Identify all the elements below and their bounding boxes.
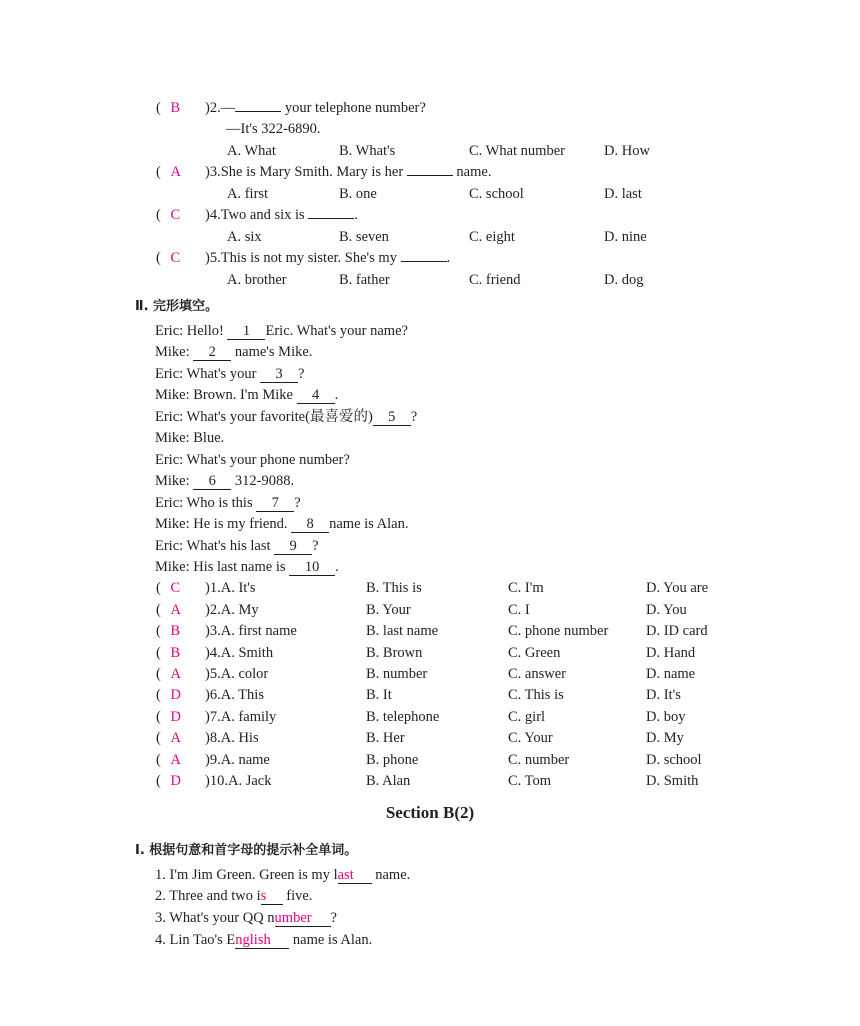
answer-paren: ( A xyxy=(156,666,181,682)
question-number: )2. xyxy=(205,602,221,618)
dialogue-line: Mike: 6 312-9088. xyxy=(155,473,295,489)
question-number: )3. xyxy=(205,164,221,180)
option-c: C. number xyxy=(508,752,570,768)
question-stem: name. xyxy=(456,164,492,180)
dialogue-line: Eric: What's your favorite(最喜爱的) 5 ? xyxy=(155,409,418,425)
option-d: D. name xyxy=(646,666,696,682)
question-number: )3. xyxy=(205,623,221,639)
question-number: )8. xyxy=(205,730,221,746)
answer-paren: ( D xyxy=(156,687,181,703)
answer-paren: ( B xyxy=(156,623,181,639)
answer-paren: ( B xyxy=(156,100,181,116)
question-number: )7. xyxy=(205,709,221,725)
option-a: A. My xyxy=(220,602,259,618)
option-a: A. family xyxy=(220,709,277,725)
dialogue-line: Mike: Brown. I'm Mike 4 . xyxy=(155,387,339,403)
cloze-blank: 6 xyxy=(193,474,231,490)
option-d: D. You xyxy=(646,602,687,618)
answer-letter: B xyxy=(170,100,181,116)
answer-letter: A xyxy=(170,752,181,768)
option-c: C. I'm xyxy=(508,580,544,596)
option-a: A. This xyxy=(220,687,264,703)
answer-paren: ( C xyxy=(156,250,181,266)
option-b: B. Alan xyxy=(366,773,411,789)
dialogue-line: Eric: What's his last 9 ? xyxy=(155,538,319,554)
option-d: D. It's xyxy=(646,687,681,703)
option-a: A. first xyxy=(227,186,269,202)
option-a: A. His xyxy=(220,730,259,746)
answer-letter: A xyxy=(170,666,181,682)
option-b: B. last name xyxy=(366,623,439,639)
option-c: C. Green xyxy=(508,645,561,661)
completion-item: 3. What's your QQ number ? xyxy=(155,910,337,926)
filled-answer: ast xyxy=(337,867,354,883)
cloze-blank: 3 xyxy=(260,367,298,383)
dialogue-line: Mike: He is my friend. 8 name is Alan. xyxy=(155,516,409,532)
dialogue-line: Mike: 2 name's Mike. xyxy=(155,344,313,360)
cloze-blank: 10 xyxy=(289,560,335,576)
answer-letter: B xyxy=(170,623,181,639)
option-c: C. Tom xyxy=(508,773,552,789)
answer-letter: A xyxy=(170,730,181,746)
question-number: )9. xyxy=(205,752,221,768)
question-number: )5. xyxy=(205,250,221,266)
option-b: B. father xyxy=(339,272,390,288)
cloze-blank: 7 xyxy=(256,496,294,512)
cloze-blank: 9 xyxy=(274,539,312,555)
answer-paren: ( A xyxy=(156,752,181,768)
option-c: C. girl xyxy=(508,709,546,725)
option-d: D. dog xyxy=(604,272,644,288)
option-b: B. Brown xyxy=(366,645,423,661)
completion-item: 1. I'm Jim Green. Green is my last name. xyxy=(155,867,411,883)
option-d: D. How xyxy=(604,143,650,159)
answer-line: —It's 322-6890. xyxy=(226,121,321,137)
answer-letter: D xyxy=(170,687,181,703)
option-c: C. friend xyxy=(469,272,521,288)
question-number: )4. xyxy=(205,207,221,223)
option-d: D. Hand xyxy=(646,645,696,661)
option-a: A. color xyxy=(220,666,269,682)
dialogue-line: Mike: His last name is 10 . xyxy=(155,559,339,575)
cloze-blank: 8 xyxy=(291,517,329,533)
option-c: C. What number xyxy=(469,143,565,159)
completion-item: 2. Three and two is five. xyxy=(155,888,313,904)
answer-paren: ( A xyxy=(156,602,181,618)
question-number: )1. xyxy=(205,580,221,596)
answer-letter: A xyxy=(170,602,181,618)
filled-answer: nglish xyxy=(235,932,271,948)
option-c: C. school xyxy=(469,186,524,202)
answer-blank xyxy=(401,261,447,262)
section-title: Section B(2) xyxy=(385,803,475,822)
option-d: D. My xyxy=(646,730,684,746)
answer-paren: ( A xyxy=(156,730,181,746)
option-a: A. six xyxy=(227,229,262,245)
answer-letter: A xyxy=(170,164,181,180)
option-b: B. number xyxy=(366,666,428,682)
dialogue-line: Eric: What's your phone number? xyxy=(155,452,350,468)
question-stem: She is Mary Smith. Mary is her xyxy=(220,164,404,180)
answer-letter: C xyxy=(170,250,181,266)
answer-paren: ( D xyxy=(156,773,181,789)
option-b: B. one xyxy=(339,186,377,202)
answer-paren: ( C xyxy=(156,580,181,596)
answer-paren: ( C xyxy=(156,207,181,223)
question-stem: . xyxy=(446,250,451,266)
option-a: A. It's xyxy=(220,580,256,596)
option-d: D. ID card xyxy=(646,623,708,639)
option-b: B. This is xyxy=(366,580,422,596)
filled-answer: s xyxy=(260,888,267,904)
option-d: D. school xyxy=(646,752,702,768)
completion-item: 4. Lin Tao's English name is Alan. xyxy=(155,932,373,948)
option-b: B. It xyxy=(366,687,392,703)
option-c: C. I xyxy=(508,602,530,618)
option-a: A. What xyxy=(227,143,276,159)
dialogue-line: Eric: What's your 3 ? xyxy=(155,366,305,382)
answer-paren: ( D xyxy=(156,709,181,725)
question-number: )5. xyxy=(205,666,221,682)
dialogue-line: Eric: Hello! 1 Eric. What's your name? xyxy=(155,323,408,339)
question-stem: Two and six is xyxy=(220,207,305,223)
filled-answer: umber xyxy=(274,910,312,926)
option-c: C. Your xyxy=(508,730,553,746)
dialogue-line: Mike: Blue. xyxy=(155,430,225,446)
question-number: )10. xyxy=(205,773,228,789)
answer-blank xyxy=(407,175,453,176)
option-d: D. nine xyxy=(604,229,647,245)
option-a: A. first name xyxy=(220,623,297,639)
option-a: A. name xyxy=(220,752,270,768)
answer-blank xyxy=(308,218,354,219)
option-c: C. This is xyxy=(508,687,564,703)
answer-letter: D xyxy=(170,709,181,725)
option-a: A. brother xyxy=(227,272,287,288)
answer-paren: ( B xyxy=(156,645,181,661)
section-heading: Ⅰ. 根据句意和首字母的提示补全单词。 xyxy=(135,843,358,858)
option-c: C. phone number xyxy=(508,623,609,639)
option-b: B. telephone xyxy=(366,709,440,725)
answer-paren: ( A xyxy=(156,164,181,180)
option-d: D. Smith xyxy=(646,773,699,789)
cloze-blank: 5 xyxy=(373,410,411,426)
question-number: )2. xyxy=(205,100,221,116)
option-b: B. What's xyxy=(339,143,396,159)
option-a: A. Smith xyxy=(220,645,274,661)
dialogue-line: Eric: Who is this 7 ? xyxy=(155,495,301,511)
option-a: A. Jack xyxy=(227,773,272,789)
option-b: B. seven xyxy=(339,229,389,245)
option-c: C. answer xyxy=(508,666,566,682)
option-b: B. Her xyxy=(366,730,405,746)
option-b: B. phone xyxy=(366,752,419,768)
option-d: D. last xyxy=(604,186,642,202)
answer-letter: B xyxy=(170,645,181,661)
answer-blank xyxy=(235,111,281,112)
question-stem: — xyxy=(220,100,236,116)
question-stem: . xyxy=(354,207,358,223)
question-number: )6. xyxy=(205,687,221,703)
option-b: B. Your xyxy=(366,602,411,618)
option-d: D. You are xyxy=(646,580,709,596)
cloze-blank: 1 xyxy=(227,324,265,340)
question-stem: This is not my sister. She's my xyxy=(220,250,397,266)
question-stem: your telephone number? xyxy=(284,100,426,116)
answer-letter: C xyxy=(170,207,181,223)
option-c: C. eight xyxy=(469,229,515,245)
cloze-blank: 2 xyxy=(193,345,231,361)
question-number: )4. xyxy=(205,645,221,661)
option-d: D. boy xyxy=(646,709,686,725)
cloze-blank: 4 xyxy=(297,388,335,404)
section-heading: Ⅱ. 完形填空。 xyxy=(135,299,219,314)
answer-letter: D xyxy=(170,773,181,789)
answer-letter: C xyxy=(170,580,181,596)
